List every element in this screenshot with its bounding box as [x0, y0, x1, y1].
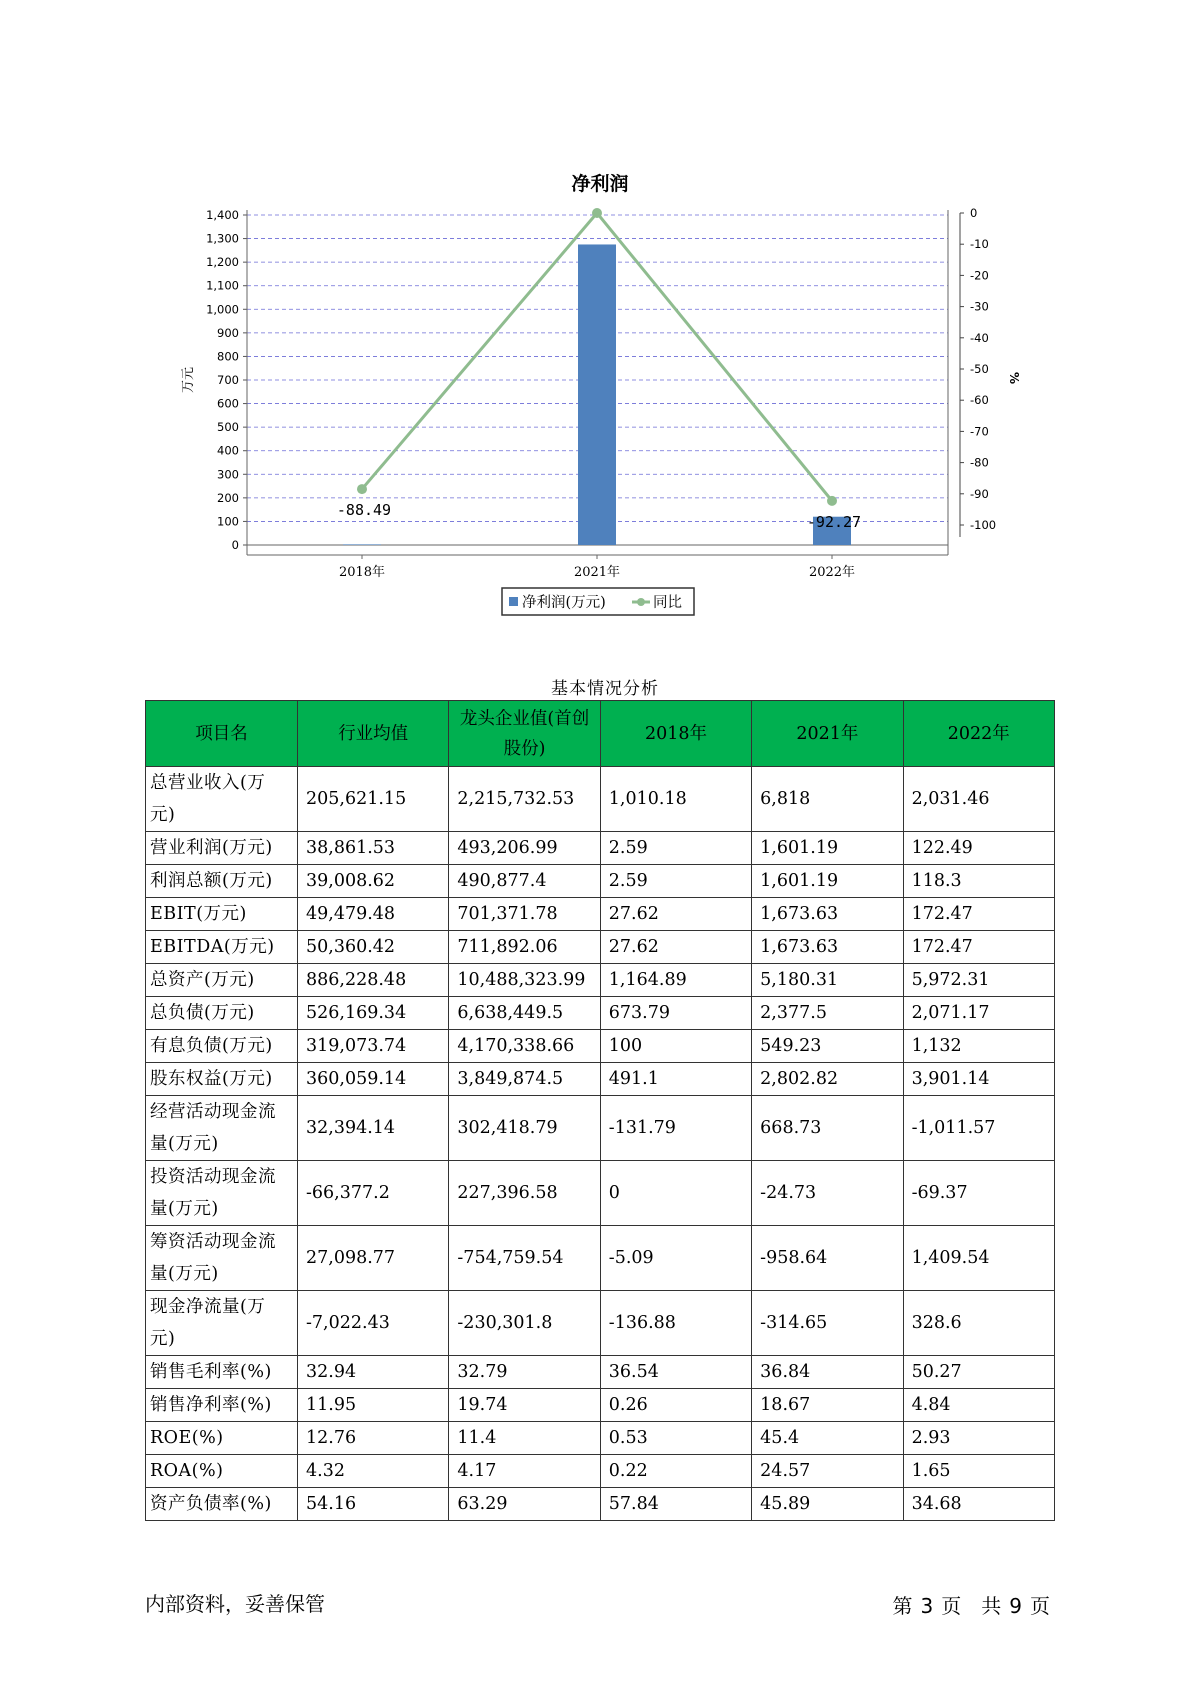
value-cell: 34.68	[903, 1488, 1054, 1521]
value-cell: 0.26	[600, 1389, 751, 1422]
value-cell: 50,360.42	[298, 931, 449, 964]
value-cell: 1.65	[903, 1455, 1054, 1488]
value-cell: 19.74	[449, 1389, 600, 1422]
value-cell: 11.95	[298, 1389, 449, 1422]
yoy-point	[357, 484, 367, 494]
x-tick-label: 2018年	[338, 565, 386, 580]
value-cell: 172.47	[903, 931, 1054, 964]
row-label-cell: 总营业收入(万元)	[146, 767, 298, 832]
value-cell: 4,170,338.66	[449, 1030, 600, 1063]
value-cell: 63.29	[449, 1488, 600, 1521]
value-cell: 6,638,449.5	[449, 997, 600, 1030]
value-cell: -5.09	[600, 1226, 751, 1291]
value-cell: 360,059.14	[298, 1063, 449, 1096]
y-tick-label: 600	[217, 396, 239, 411]
y-tick-label: 400	[217, 443, 239, 458]
row-label-cell: EBITDA(万元)	[146, 931, 298, 964]
row-label-cell: 有息负债(万元)	[146, 1030, 298, 1063]
value-cell: 549.23	[752, 1030, 903, 1063]
table-row	[146, 1356, 1055, 1389]
value-cell: 2,071.17	[903, 997, 1054, 1030]
y-tick-label: 800	[217, 349, 239, 364]
value-cell: 10,488,323.99	[449, 964, 600, 997]
table-row	[146, 1063, 1055, 1096]
bar	[578, 244, 616, 545]
value-cell: 36.84	[752, 1356, 903, 1389]
value-cell: 100	[600, 1030, 751, 1063]
row-label-cell: 投资活动现金流量(万元)	[146, 1161, 298, 1226]
value-cell: 3,901.14	[903, 1063, 1054, 1096]
value-cell: 302,418.79	[449, 1096, 600, 1161]
y2-tick-label: -100	[970, 518, 997, 532]
y-tick-label: 100	[217, 514, 239, 529]
y-tick-label: 1,000	[206, 302, 239, 317]
value-cell: 4.84	[903, 1389, 1054, 1422]
value-cell: -314.65	[752, 1291, 903, 1356]
value-cell: 1,601.19	[752, 832, 903, 865]
header-industry-avg: 行业均值	[298, 701, 449, 767]
value-cell: 27,098.77	[298, 1226, 449, 1291]
value-cell: 3,849,874.5	[449, 1063, 600, 1096]
value-cell: 711,892.06	[449, 931, 600, 964]
value-cell: -754,759.54	[449, 1226, 600, 1291]
row-label-cell: 利润总额(万元)	[146, 865, 298, 898]
value-cell: -69.37	[903, 1161, 1054, 1226]
value-cell: 32.79	[449, 1356, 600, 1389]
value-cell: 2,031.46	[903, 767, 1054, 832]
value-cell: 1,010.18	[600, 767, 751, 832]
value-cell: 2,215,732.53	[449, 767, 600, 832]
value-cell: 49,479.48	[298, 898, 449, 931]
value-cell: 0.22	[600, 1455, 751, 1488]
y2-tick-label: -40	[970, 330, 989, 345]
value-cell: 57.84	[600, 1488, 751, 1521]
net-profit-chart	[0, 0, 1191, 640]
yoy-data-label: -92.27	[806, 512, 862, 531]
legend-line-marker	[637, 598, 645, 606]
y2-tick-label: -20	[970, 268, 989, 283]
value-cell: 886,228.48	[298, 964, 449, 997]
value-cell: 319,073.74	[298, 1030, 449, 1063]
table-row	[146, 767, 1055, 832]
value-cell: 54.16	[298, 1488, 449, 1521]
y-tick-label: 500	[217, 420, 239, 435]
y-tick-label: 200	[217, 490, 239, 505]
y-tick-label: 0	[231, 538, 239, 552]
value-cell: 45.4	[752, 1422, 903, 1455]
y-tick-label: 1,200	[206, 255, 239, 270]
table-row	[146, 1455, 1055, 1488]
y2-tick-label: -60	[970, 393, 989, 408]
value-cell: 490,877.4	[449, 865, 600, 898]
y2-axis-title: %	[1007, 371, 1021, 385]
y-tick-label: 300	[217, 467, 239, 482]
page-current: 3	[920, 1594, 934, 1618]
value-cell: 2.93	[903, 1422, 1054, 1455]
basic-analysis-table	[145, 700, 1055, 1521]
value-cell: 39,008.62	[298, 865, 449, 898]
table-row	[146, 1389, 1055, 1422]
value-cell: 0	[600, 1161, 751, 1226]
header-item-name: 项目名	[146, 701, 298, 767]
row-label-cell: 股东权益(万元)	[146, 1063, 298, 1096]
y2-tick-label: -30	[970, 299, 989, 314]
row-label-cell: ROE(%)	[146, 1422, 298, 1455]
yoy-point	[592, 208, 602, 218]
y2-tick-label: -50	[970, 362, 989, 376]
row-label-cell: 资产负债率(%)	[146, 1488, 298, 1521]
table-row	[146, 1096, 1055, 1161]
table-header-row	[146, 701, 1055, 767]
value-cell: 27.62	[600, 931, 751, 964]
table-row	[146, 1488, 1055, 1521]
value-cell: 673.79	[600, 997, 751, 1030]
value-cell: 701,371.78	[449, 898, 600, 931]
legend-bar-swatch	[509, 597, 518, 606]
y2-tick-label: -10	[970, 237, 989, 252]
row-label-cell: 现金净流量(万元)	[146, 1291, 298, 1356]
bar	[343, 544, 381, 545]
value-cell: 227,396.58	[449, 1161, 600, 1226]
page-indicator	[889, 1590, 1054, 1619]
value-cell: -24.73	[752, 1161, 903, 1226]
value-cell: 1,164.89	[600, 964, 751, 997]
table-row	[146, 1422, 1055, 1455]
y-tick-label: 1,400	[206, 208, 239, 222]
chart-title: 净利润	[571, 173, 629, 195]
y2-tick-label: -70	[970, 424, 989, 439]
row-label-cell: 总负债(万元)	[146, 997, 298, 1030]
value-cell: 1,409.54	[903, 1226, 1054, 1291]
value-cell: 491.1	[600, 1063, 751, 1096]
value-cell: 668.73	[752, 1096, 903, 1161]
row-label-cell: EBIT(万元)	[146, 898, 298, 931]
value-cell: 1,601.19	[752, 865, 903, 898]
row-label-cell: 筹资活动现金流量(万元)	[146, 1226, 298, 1291]
value-cell: 2.59	[600, 865, 751, 898]
table-row	[146, 997, 1055, 1030]
value-cell: 11.4	[449, 1422, 600, 1455]
value-cell: 38,861.53	[298, 832, 449, 865]
value-cell: 1,673.63	[752, 898, 903, 931]
header-year-2022: 2022年	[903, 701, 1054, 767]
value-cell: 32,394.14	[298, 1096, 449, 1161]
page-suffix: 页	[1030, 1594, 1050, 1618]
value-cell: 122.49	[903, 832, 1054, 865]
table-row	[146, 964, 1055, 997]
y2-tick-label: 0	[970, 206, 978, 220]
page-prefix: 第	[892, 1594, 913, 1618]
table-row	[146, 1226, 1055, 1291]
y-tick-label: 700	[217, 373, 239, 387]
value-cell: 50.27	[903, 1356, 1054, 1389]
value-cell: 27.62	[600, 898, 751, 931]
yoy-data-label: -88.49	[336, 501, 392, 520]
y-axis-title: 万元	[181, 366, 196, 394]
row-label-cell: 销售净利率(%)	[146, 1389, 298, 1422]
row-label-cell: 营业利润(万元)	[146, 832, 298, 865]
table-caption: 基本情况分析	[551, 679, 659, 699]
value-cell: 24.57	[752, 1455, 903, 1488]
value-cell: 5,180.31	[752, 964, 903, 997]
header-year-2021: 2021年	[752, 701, 903, 767]
value-cell: 1,132	[903, 1030, 1054, 1063]
value-cell: 0.53	[600, 1422, 751, 1455]
table-row	[146, 1161, 1055, 1226]
legend-line-label: 同比	[653, 595, 682, 611]
y-tick-label: 900	[217, 325, 239, 340]
value-cell: -958.64	[752, 1226, 903, 1291]
row-label-cell: 总资产(万元)	[146, 964, 298, 997]
row-label-cell: ROA(%)	[146, 1455, 298, 1488]
value-cell: -136.88	[600, 1291, 751, 1356]
value-cell: -230,301.8	[449, 1291, 600, 1356]
value-cell: 172.47	[903, 898, 1054, 931]
table-row	[146, 1030, 1055, 1063]
value-cell: 6,818	[752, 767, 903, 832]
value-cell: 118.3	[903, 865, 1054, 898]
header-leader-value: 龙头企业值(首创股份)	[449, 701, 600, 767]
table-row	[146, 898, 1055, 931]
value-cell: -7,022.43	[298, 1291, 449, 1356]
value-cell: 36.54	[600, 1356, 751, 1389]
value-cell: -66,377.2	[298, 1161, 449, 1226]
legend-bar-label: 净利润(万元)	[522, 595, 606, 611]
value-cell: 4.17	[449, 1455, 600, 1488]
row-label-cell: 销售毛利率(%)	[146, 1356, 298, 1389]
value-cell: -131.79	[600, 1096, 751, 1161]
value-cell: 2,377.5	[752, 997, 903, 1030]
confidential-note: 内部资料，妥善保管	[145, 1592, 325, 1616]
value-cell: 4.32	[298, 1455, 449, 1488]
value-cell: 5,972.31	[903, 964, 1054, 997]
value-cell: 526,169.34	[298, 997, 449, 1030]
header-year-2018: 2018年	[600, 701, 751, 767]
value-cell: 2,802.82	[752, 1063, 903, 1096]
x-tick-label: 2022年	[808, 565, 856, 580]
table-row	[146, 865, 1055, 898]
y-tick-label: 1,100	[206, 278, 239, 293]
value-cell: 32.94	[298, 1356, 449, 1389]
value-cell: 45.89	[752, 1488, 903, 1521]
value-cell: 2.59	[600, 832, 751, 865]
table-row	[146, 832, 1055, 865]
value-cell: 18.67	[752, 1389, 903, 1422]
row-label-cell: 经营活动现金流量(万元)	[146, 1096, 298, 1161]
y2-tick-label: -90	[970, 486, 989, 501]
page-total: 9	[1009, 1594, 1022, 1618]
y-tick-label: 1,300	[206, 231, 239, 246]
value-cell: 493,206.99	[449, 832, 600, 865]
yoy-point	[827, 496, 837, 506]
value-cell: 205,621.15	[298, 767, 449, 832]
table-row	[146, 931, 1055, 964]
x-tick-label: 2021年	[573, 565, 621, 580]
value-cell: 1,673.63	[752, 931, 903, 964]
y2-tick-label: -80	[970, 455, 989, 470]
value-cell: -1,011.57	[903, 1096, 1054, 1161]
value-cell: 328.6	[903, 1291, 1054, 1356]
value-cell: 12.76	[298, 1422, 449, 1455]
page-mid: 页 共	[941, 1594, 1002, 1618]
table-row	[146, 1291, 1055, 1356]
